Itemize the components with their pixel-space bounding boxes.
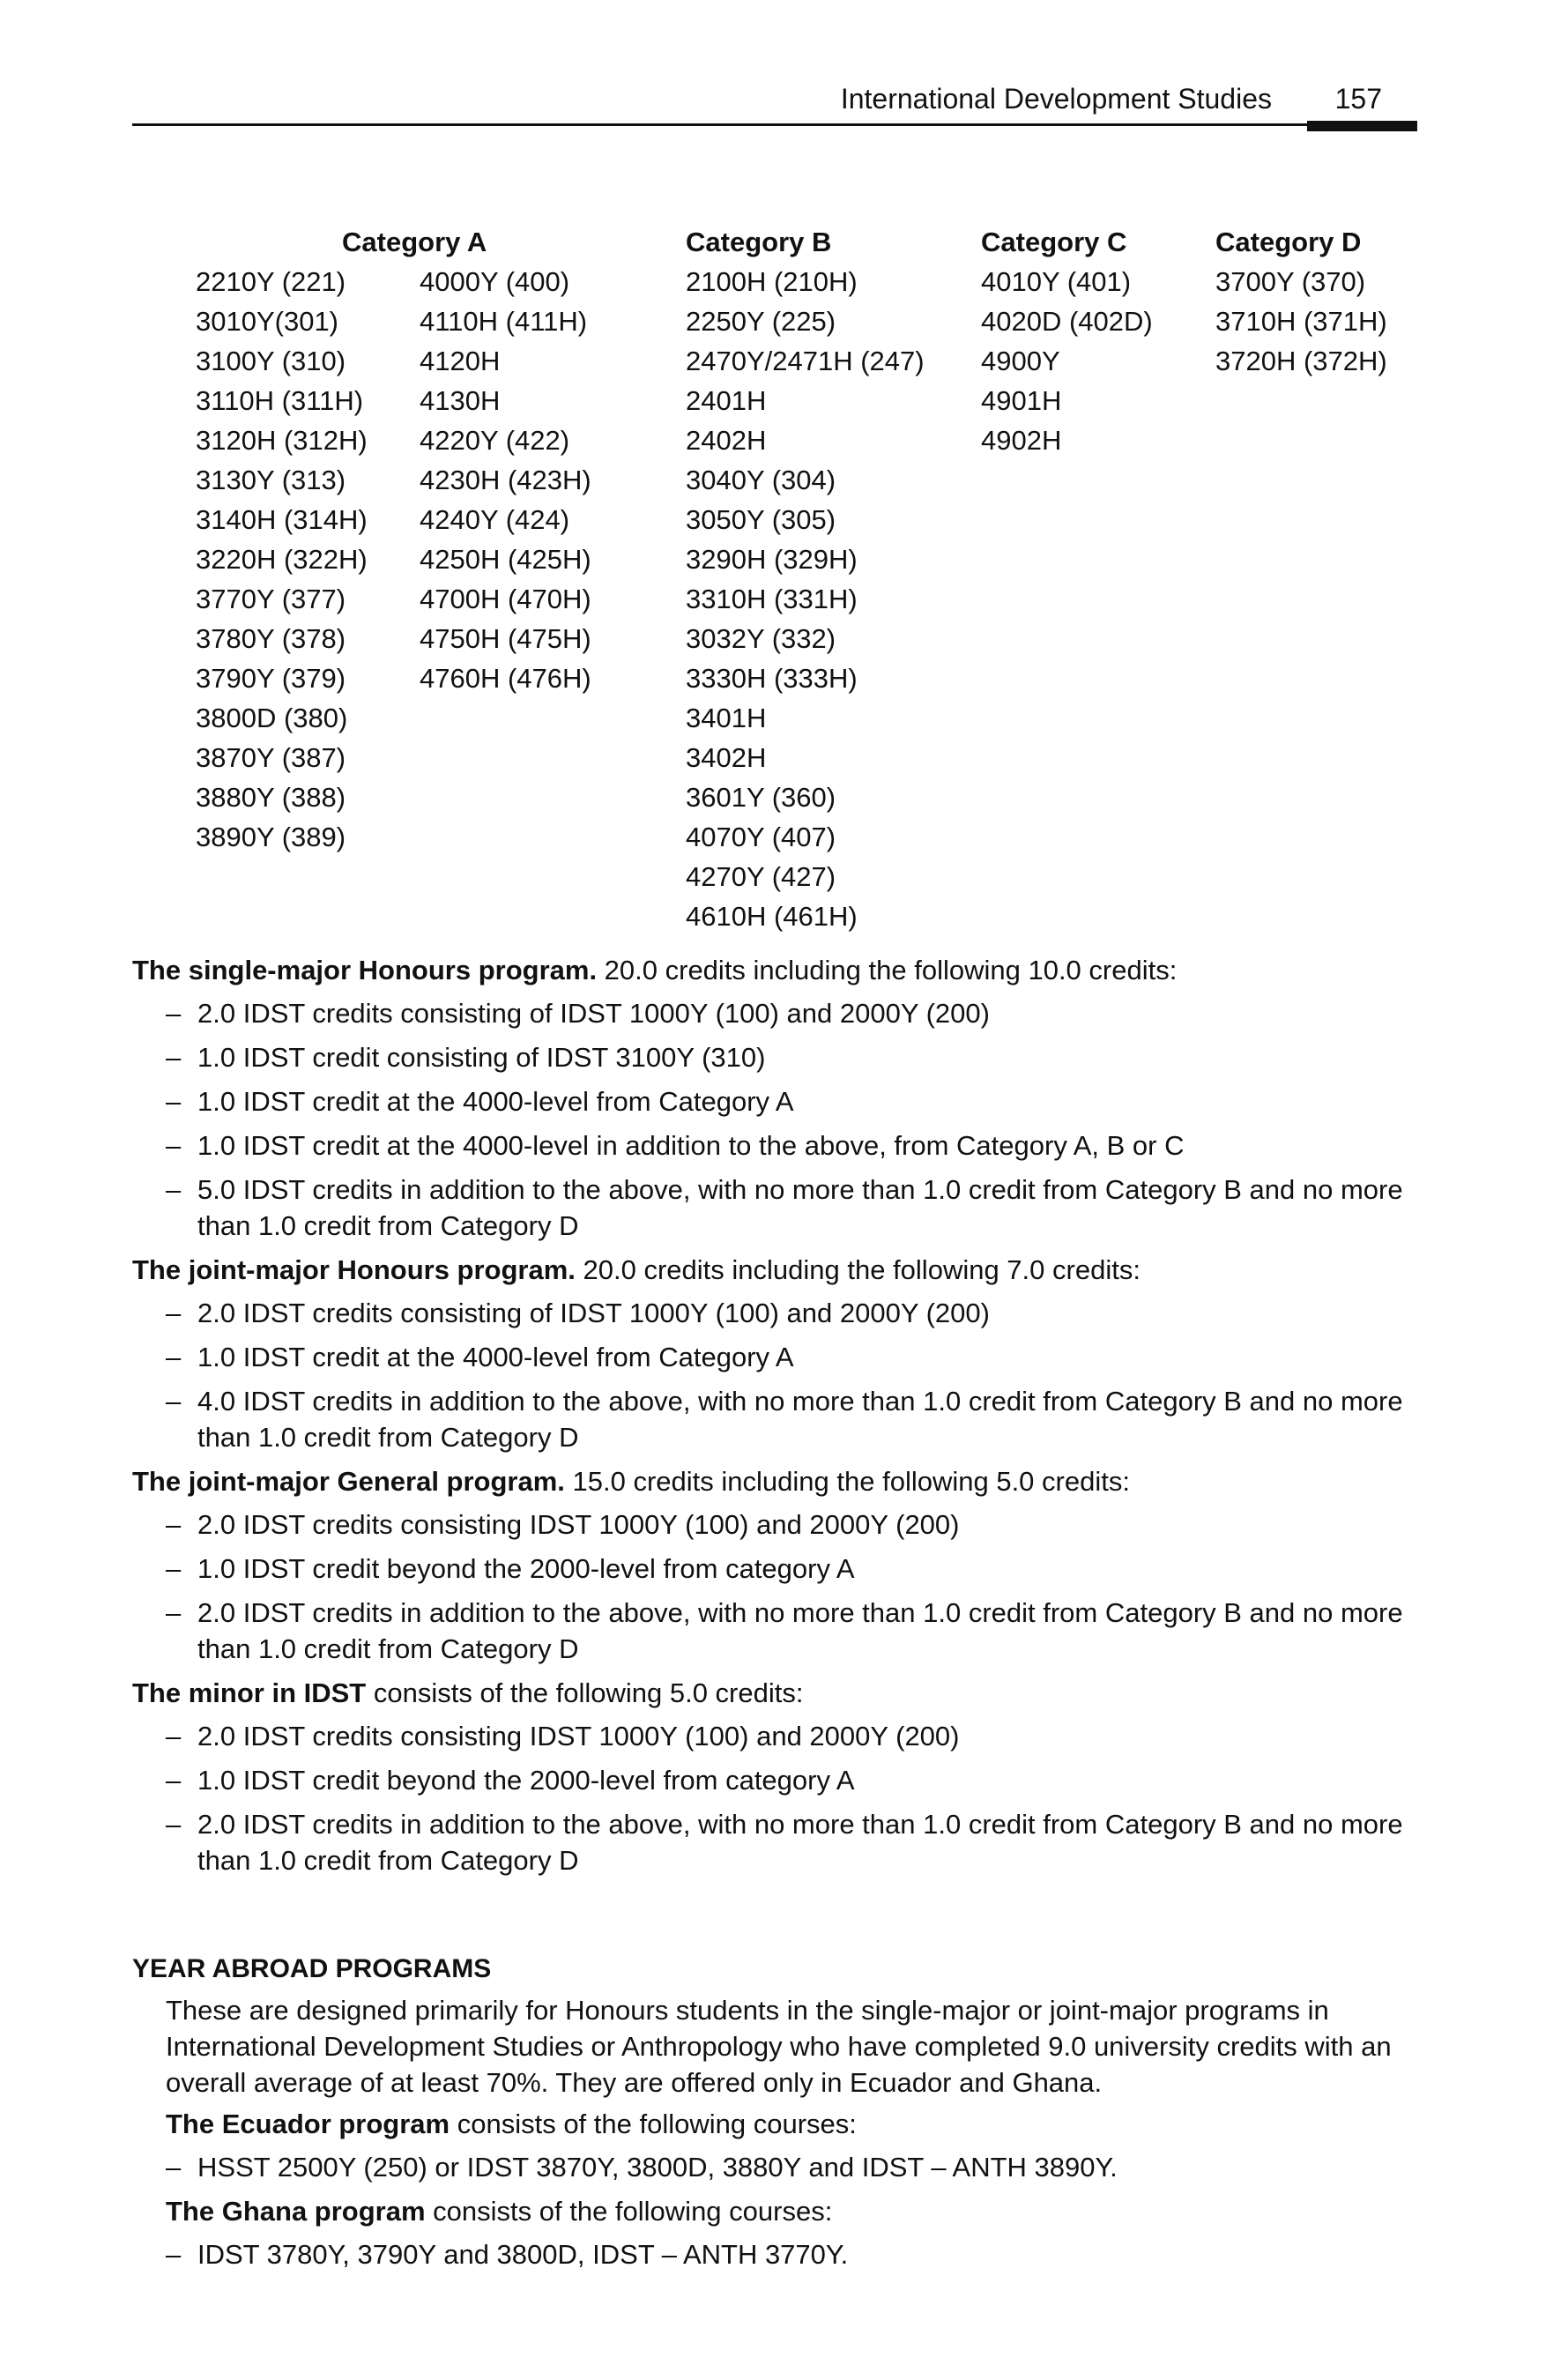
list-item — [132, 1295, 1428, 1331]
requirement-text: 1.0 IDST credit at the 4000-level from Category A — [197, 1086, 794, 1117]
program-paragraph — [132, 1675, 1428, 1711]
program-paragraph — [132, 1252, 1428, 1288]
running-header — [132, 79, 1417, 126]
category-c-column — [981, 222, 1153, 460]
dash-bullet: – — [166, 1298, 182, 1328]
requirement-text: 2.0 IDST credits in addition to the above, with no more than 1.0 credit from Category B and no more than 1.0 credit from Category D — [197, 1597, 1403, 1664]
list-item — [132, 1762, 1428, 1798]
ecuador-program-rest: consists of the following courses: — [450, 2109, 857, 2139]
running-header-title: International Development Studies — [840, 83, 1272, 115]
category-b-list — [686, 262, 925, 936]
dash-bullet: – — [166, 1174, 182, 1205]
course-code: 2210Y (221) — [196, 266, 346, 297]
category-d-list — [1215, 262, 1387, 381]
course-code: 3800D (380) — [196, 703, 348, 733]
dash-bullet: – — [166, 2152, 182, 2183]
ghana-program-rest: consists of the following courses: — [425, 2196, 833, 2227]
course-code: 3880Y (388) — [196, 782, 346, 813]
program-title: The joint-major General program. — [132, 1466, 565, 1497]
course-code: 3220H (322H) — [196, 544, 368, 575]
list-item — [132, 1806, 1428, 1878]
course-code: 2402H — [686, 425, 767, 456]
list-item — [132, 1506, 1428, 1543]
course-code: 3110H (311H) — [196, 385, 364, 416]
dash-bullet: – — [166, 1342, 182, 1372]
requirement-text: 1.0 IDST credit beyond the 2000-level from category A — [197, 1765, 855, 1796]
program-summary: consists of the following 5.0 credits: — [366, 1677, 804, 1708]
ghana-program — [132, 2193, 1428, 2229]
program-summary: 15.0 credits including the following 5.0 credits: — [564, 1466, 1130, 1497]
program-title: The single-major Honours program. — [132, 955, 598, 985]
requirement-list — [132, 1718, 1428, 1878]
program-summary: 20.0 credits including the following 7.0 credits: — [575, 1254, 1141, 1285]
requirement-text: 2.0 IDST credits consisting of IDST 1000Y (100) and 2000Y (200) — [197, 998, 990, 1029]
dash-bullet: – — [166, 1765, 182, 1796]
course-code: 2401H — [686, 385, 767, 416]
course-code: 3770Y (377) — [196, 584, 346, 614]
list-item — [132, 1595, 1428, 1667]
course-code: 3780Y (378) — [196, 623, 346, 654]
ghana-course-item: IDST 3780Y, 3790Y and 3800D, IDST – ANTH 3770Y. — [197, 2239, 849, 2270]
course-code: 3310H (331H) — [686, 584, 858, 614]
course-code: 4240Y (424) — [420, 504, 570, 535]
category-d-column — [1215, 222, 1387, 381]
program-title: The minor in IDST — [132, 1677, 367, 1708]
list-item — [132, 1383, 1428, 1455]
course-code: 3890Y (389) — [196, 822, 346, 852]
requirement-list — [132, 1295, 1428, 1455]
requirement-list — [132, 1506, 1428, 1667]
course-code: 3700Y (370) — [1215, 266, 1366, 297]
list-item — [132, 1083, 1428, 1119]
requirement-text: 5.0 IDST credits in addition to the above, with no more than 1.0 credit from Category B and no more than 1.0 credit from Category D — [197, 1174, 1403, 1241]
list-item — [132, 1339, 1428, 1375]
course-code: 3040Y (304) — [686, 465, 836, 495]
requirement-text: 1.0 IDST credit beyond the 2000-level from category A — [197, 1553, 855, 1584]
requirement-text: 2.0 IDST credits consisting of IDST 1000Y (100) and 2000Y (200) — [197, 1298, 990, 1328]
requirement-text: 1.0 IDST credit consisting of IDST 3100Y (310) — [197, 1042, 766, 1073]
ghana-program-title: The Ghana program — [166, 2196, 426, 2227]
dash-bullet: – — [166, 1509, 182, 1540]
ecuador-program-title: The Ecuador program — [166, 2109, 450, 2139]
category-c-heading: Category C — [981, 227, 1127, 257]
course-code: 4901H — [981, 385, 1062, 416]
ghana-course-list — [132, 2236, 1428, 2272]
dash-bullet: – — [166, 998, 182, 1029]
dash-bullet: – — [166, 1042, 182, 1073]
dash-bullet: – — [166, 1721, 182, 1752]
year-abroad-heading: YEAR ABROAD PROGRAMS — [132, 1954, 492, 1983]
course-code: 4900Y — [981, 346, 1060, 376]
course-code: 2470Y/2471H (247) — [686, 346, 925, 376]
category-a-list-2 — [420, 262, 591, 698]
course-code: 4230H (423H) — [420, 465, 591, 495]
category-a-heading: Category A — [342, 227, 487, 257]
course-code: 4760H (476H) — [420, 663, 591, 694]
list-item — [132, 2236, 1428, 2272]
course-code: 4610H (461H) — [686, 901, 858, 932]
program-title: The joint-major Honours program. — [132, 1254, 576, 1285]
requirement-text: 1.0 IDST credit at the 4000-level in addition to the above, from Category A, B or C — [197, 1130, 1185, 1161]
course-code: 4220Y (422) — [420, 425, 570, 456]
course-code: 3032Y (332) — [686, 623, 836, 654]
program-summary: 20.0 credits including the following 10.0 credits: — [597, 955, 1178, 985]
list-item — [132, 1551, 1428, 1587]
requirement-text: 2.0 IDST credits consisting IDST 1000Y (100) and 2000Y (200) — [197, 1509, 960, 1540]
dash-bullet: – — [166, 1086, 182, 1117]
category-a-column-2 — [420, 222, 591, 698]
course-code: 4902H — [981, 425, 1062, 456]
category-c-list — [981, 262, 1153, 460]
list-item — [132, 1127, 1428, 1164]
course-code: 4070Y (407) — [686, 822, 836, 852]
category-b-heading: Category B — [686, 227, 832, 257]
course-code: 3290H (329H) — [686, 544, 858, 575]
course-code: 3010Y(301) — [196, 306, 339, 337]
requirement-text: 4.0 IDST credits in addition to the above, with no more than 1.0 credit from Category B and no more than 1.0 credit from Category D — [197, 1386, 1403, 1453]
course-code: 4020D (402D) — [981, 306, 1153, 337]
page-number: 157 — [1334, 83, 1382, 115]
course-code: 3720H (372H) — [1215, 346, 1387, 376]
list-item — [132, 1039, 1428, 1075]
header-rule-bar — [1307, 121, 1417, 131]
program-paragraph — [132, 1463, 1428, 1499]
course-code: 3401H — [686, 703, 767, 733]
dash-bullet: – — [166, 1553, 182, 1584]
course-code: 2250Y (225) — [686, 306, 836, 337]
course-code: 3130Y (313) — [196, 465, 346, 495]
list-item — [132, 1171, 1428, 1244]
course-code: 4000Y (400) — [420, 266, 570, 297]
dash-bullet: – — [166, 1809, 182, 1840]
course-code: 3870Y (387) — [196, 742, 346, 773]
requirement-text: 2.0 IDST credits consisting IDST 1000Y (100) and 2000Y (200) — [197, 1721, 960, 1752]
program-paragraph — [132, 952, 1428, 988]
course-code: 4250H (425H) — [420, 544, 591, 575]
dash-bullet: – — [166, 1597, 182, 1628]
course-code: 4130H — [420, 385, 501, 416]
course-code: 4700H (470H) — [420, 584, 591, 614]
dash-bullet: – — [166, 1386, 182, 1417]
list-item — [132, 2149, 1428, 2185]
course-code: 2100H (210H) — [686, 266, 858, 297]
course-code: 3120H (312H) — [196, 425, 368, 456]
requirement-text: 1.0 IDST credit at the 4000-level from Category A — [197, 1342, 794, 1372]
ecuador-course-list — [132, 2149, 1428, 2185]
course-code: 3790Y (379) — [196, 663, 346, 694]
year-abroad-section — [132, 1951, 1428, 2280]
list-item — [132, 1718, 1428, 1754]
course-code: 4110H (411H) — [420, 306, 588, 337]
dash-bullet: – — [166, 2239, 182, 2270]
course-code: 3710H (371H) — [1215, 306, 1387, 337]
category-b-column — [686, 222, 925, 936]
dash-bullet: – — [166, 1130, 182, 1161]
course-code: 3402H — [686, 742, 767, 773]
course-code: 4120H — [420, 346, 501, 376]
requirement-text: 2.0 IDST credits in addition to the above, with no more than 1.0 credit from Category B and no more than 1.0 credit from Category D — [197, 1809, 1403, 1876]
course-code: 4750H (475H) — [420, 623, 591, 654]
program-requirements — [132, 952, 1428, 1886]
category-d-heading: Category D — [1215, 227, 1362, 257]
course-code: 3050Y (305) — [686, 504, 836, 535]
ecuador-course-item: HSST 2500Y (250) or IDST 3870Y, 3800D, 3880Y and IDST – ANTH 3890Y. — [197, 2152, 1118, 2183]
list-item — [132, 995, 1428, 1031]
ecuador-program — [132, 2106, 1428, 2142]
year-abroad-intro: These are designed primarily for Honours students in the single-major or joint-major programs in International Development Studies or Anthropology who have completed 9.0 university credits with an overall average of at least 70%. They are offered only in Ecuador and Ghana. — [166, 1995, 1392, 2098]
requirement-list — [132, 995, 1428, 1244]
course-code: 4010Y (401) — [981, 266, 1132, 297]
course-code: 3601Y (360) — [686, 782, 836, 813]
course-code: 3330H (333H) — [686, 663, 858, 694]
course-code: 3140H (314H) — [196, 504, 368, 535]
course-code: 3100Y (310) — [196, 346, 346, 376]
course-code: 4270Y (427) — [686, 861, 836, 892]
